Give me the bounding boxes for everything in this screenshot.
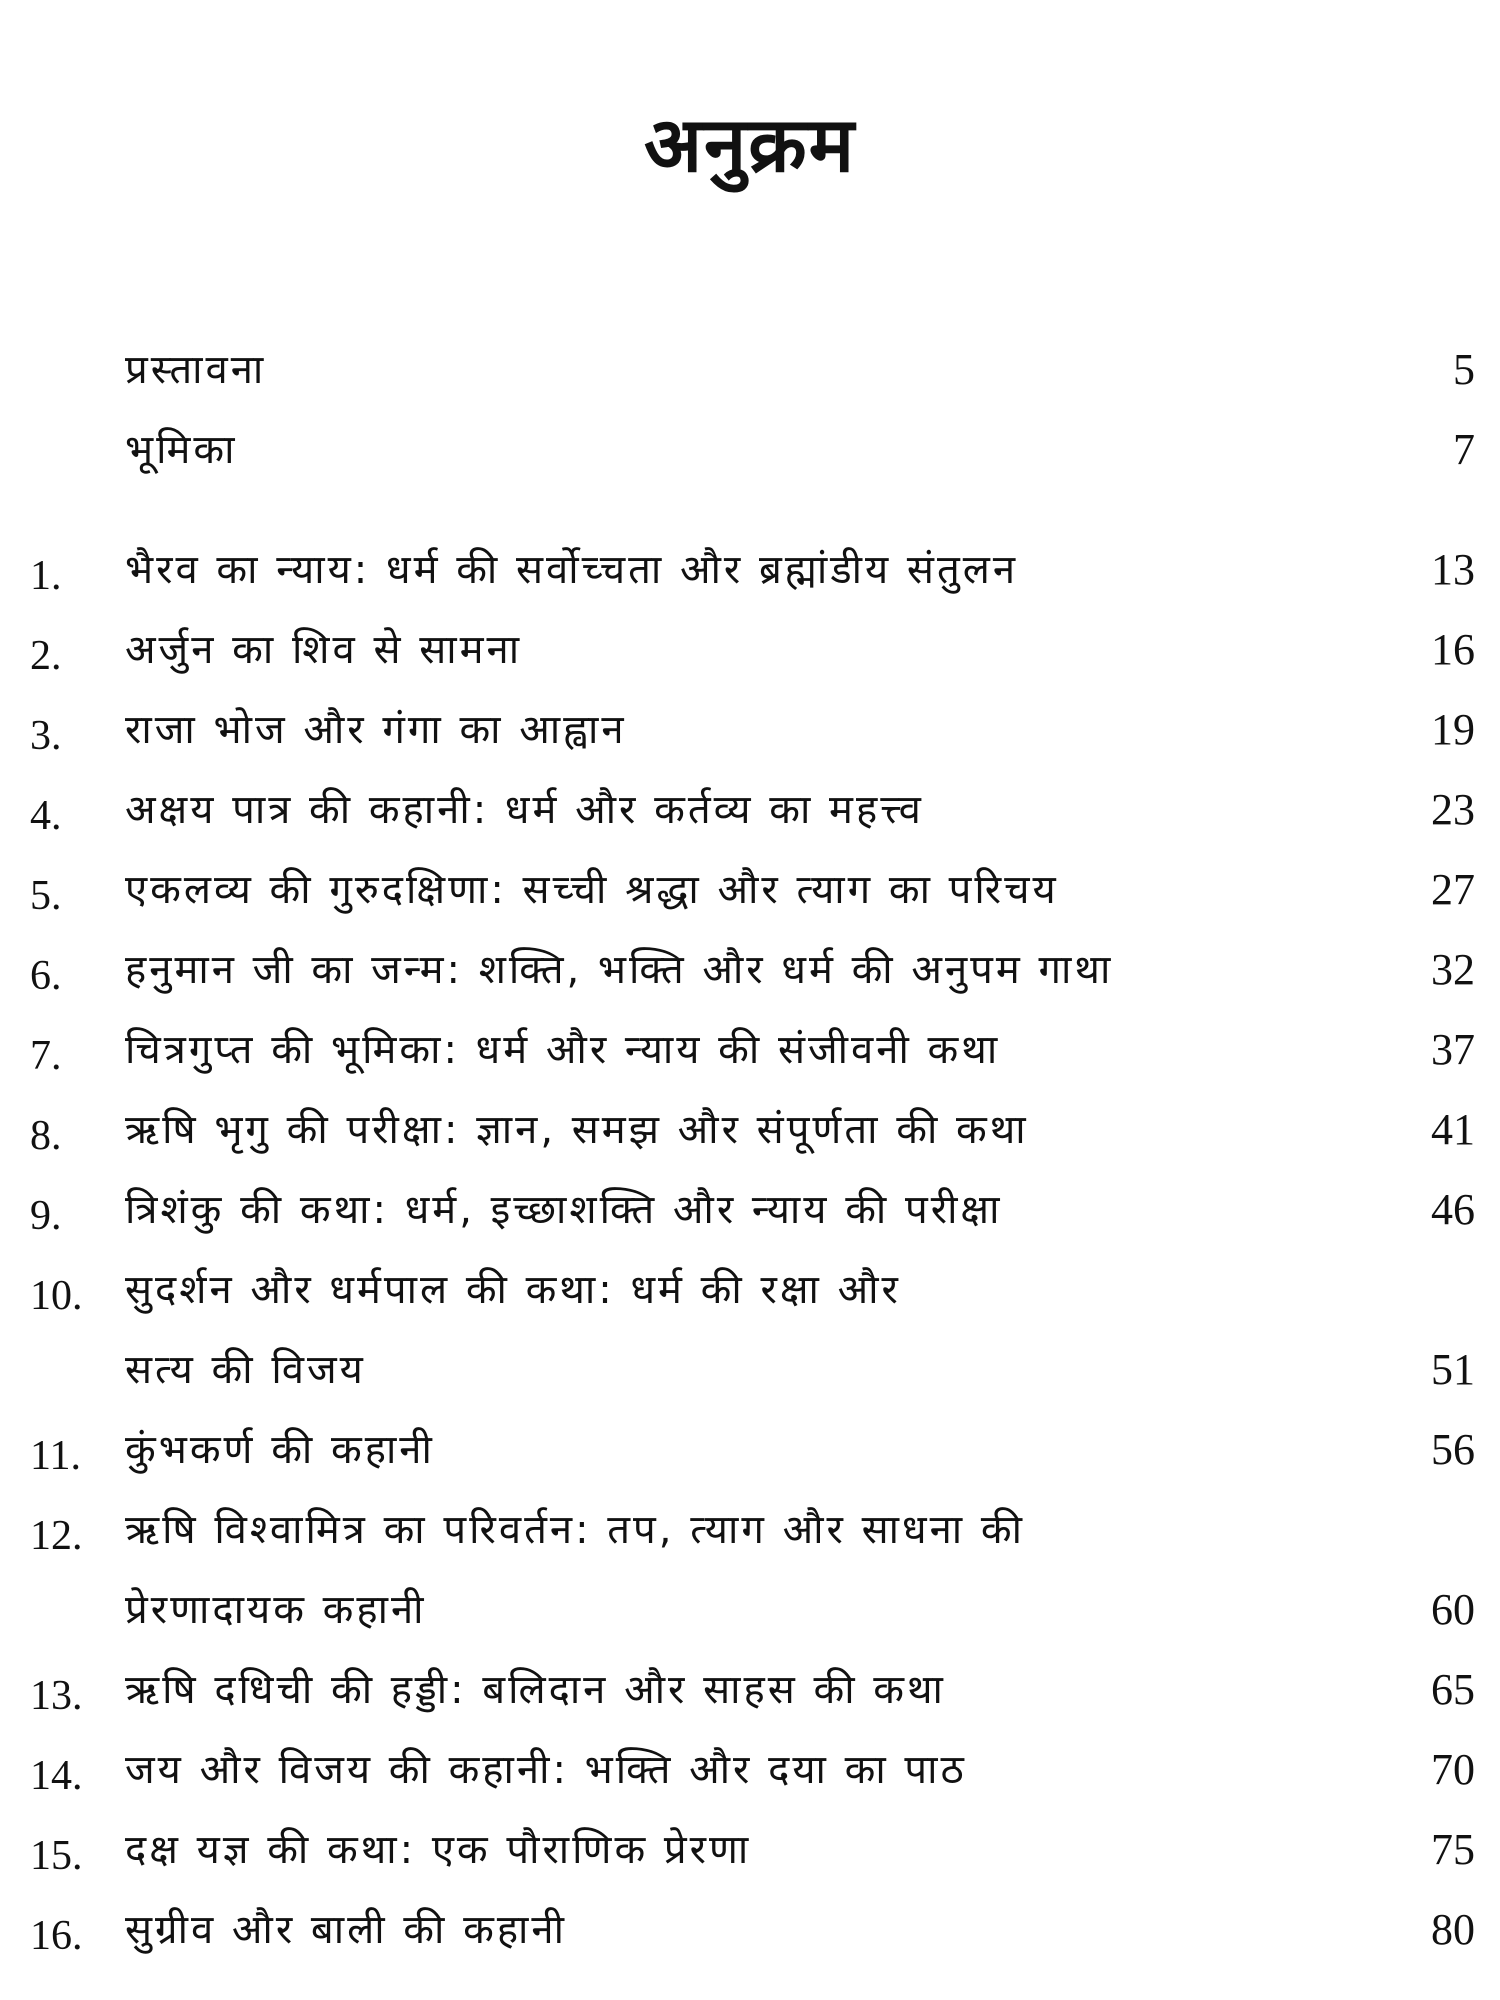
toc-entry-line (0, 850, 1500, 930)
chapter-page-number: 56 (1431, 1425, 1475, 1474)
chapter-title: सुदर्शन और धर्मपाल की कथा: धर्म की रक्षा और (125, 1267, 901, 1313)
chapter-title: ऋषि दधिची की हड्डी: बलिदान और साहस की कथा (125, 1667, 946, 1713)
chapter-number: 3. (30, 713, 62, 759)
chapter-page-number: 41 (1431, 1105, 1475, 1154)
page-title: अनुक्रम (643, 100, 857, 189)
toc-entry-line (0, 1810, 1500, 1890)
toc-entry-line (0, 1650, 1500, 1730)
chapter-number: 4. (30, 793, 62, 839)
front-matter-title: प्रस्तावना (125, 347, 267, 393)
chapter-number: 15. (30, 1833, 83, 1879)
chapter-title: कुंभकर्ण की कहानी (125, 1427, 435, 1473)
chapter-page-number: 51 (1431, 1345, 1475, 1394)
chapter-page-number: 16 (1431, 625, 1475, 674)
chapter-title: अक्षय पात्र की कहानी: धर्म और कर्तव्य का महत्त्व (125, 787, 924, 833)
chapter-title: चित्रगुप्त की भूमिका: धर्म और न्याय की संजीवनी कथा (125, 1027, 1001, 1073)
toc-entry-line (0, 770, 1500, 850)
front-matter-title: भूमिका (125, 427, 238, 473)
chapter-title: ऋषि भृगु की परीक्षा: ज्ञान, समझ और संपूर्णता की कथा (125, 1107, 1029, 1153)
chapter-number: 1. (30, 553, 62, 599)
toc-entry-line (0, 1570, 1500, 1650)
toc-entry-line (0, 1010, 1500, 1090)
chapter-title: हनुमान जी का जन्म: शक्ति, भक्ति और धर्म की अनुपम गाथा (125, 947, 1114, 993)
chapter-title: जय और विजय की कहानी: भक्ति और दया का पाठ (125, 1747, 967, 1793)
chapter-title: सुग्रीव और बाली की कहानी (125, 1907, 567, 1953)
chapter-number: 14. (30, 1753, 83, 1799)
front-matter-page-number: 7 (1453, 425, 1475, 474)
toc-entry-line (0, 930, 1500, 1010)
chapter-title: सत्य की विजय (125, 1347, 366, 1393)
chapter-page-number: 80 (1431, 1905, 1475, 1954)
toc-entry-line (0, 1410, 1500, 1490)
toc-entry-line (0, 610, 1500, 690)
chapter-page-number: 60 (1431, 1585, 1475, 1634)
chapter-number: 5. (30, 873, 62, 919)
front-matter-page-number: 5 (1453, 345, 1475, 394)
toc-entry-line (0, 530, 1500, 610)
chapter-title: त्रिशंकु की कथा: धर्म, इच्छाशक्ति और न्याय की परीक्षा (125, 1187, 1003, 1233)
front-matter-row (0, 330, 1500, 410)
chapter-title: दक्ष यज्ञ की कथा: एक पौराणिक प्रेरणा (125, 1827, 752, 1873)
chapter-number: 12. (30, 1513, 83, 1559)
chapter-page-number: 32 (1431, 945, 1475, 994)
chapter-number: 11. (30, 1433, 81, 1479)
toc-entry-line (0, 1890, 1500, 1970)
toc-entry-line (0, 690, 1500, 770)
chapter-page-number: 37 (1431, 1025, 1475, 1074)
chapter-number: 8. (30, 1113, 62, 1159)
toc-entry-line (0, 1330, 1500, 1410)
chapter-page-number: 65 (1431, 1665, 1475, 1714)
chapter-page-number: 27 (1431, 865, 1475, 914)
chapter-page-number: 23 (1431, 785, 1475, 834)
toc-entry-line (0, 1730, 1500, 1810)
chapter-number: 16. (30, 1913, 83, 1959)
chapter-title: प्रेरणादायक कहानी (125, 1587, 427, 1633)
chapter-number: 9. (30, 1193, 62, 1239)
front-matter-row (0, 410, 1500, 490)
chapter-title: एकलव्य की गुरुदक्षिणा: सच्ची श्रद्धा और त्याग का परिचय (125, 867, 1059, 913)
toc-entry-line (0, 1250, 1500, 1330)
chapter-title: भैरव का न्याय: धर्म की सर्वोच्चता और ब्रह्मांडीय संतुलन (125, 547, 1019, 593)
chapter-title: राजा भोज और गंगा का आह्वान (125, 707, 627, 753)
chapter-title: ऋषि विश्वामित्र का परिवर्तन: तप, त्याग और साधना की (125, 1507, 1025, 1553)
chapter-page-number: 70 (1431, 1745, 1475, 1794)
chapter-number: 2. (30, 633, 62, 679)
chapter-number: 7. (30, 1033, 62, 1079)
chapter-page-number: 75 (1431, 1825, 1475, 1874)
toc-entry-line (0, 1490, 1500, 1570)
chapter-title: अर्जुन का शिव से सामना (125, 627, 523, 673)
chapter-page-number: 13 (1431, 545, 1475, 594)
toc-entry-line (0, 1090, 1500, 1170)
toc-entry-line (0, 1170, 1500, 1250)
chapter-page-number: 46 (1431, 1185, 1475, 1234)
chapter-number: 6. (30, 953, 62, 999)
chapter-number: 10. (30, 1273, 83, 1319)
chapter-page-number: 19 (1431, 705, 1475, 754)
chapter-number: 13. (30, 1673, 83, 1719)
